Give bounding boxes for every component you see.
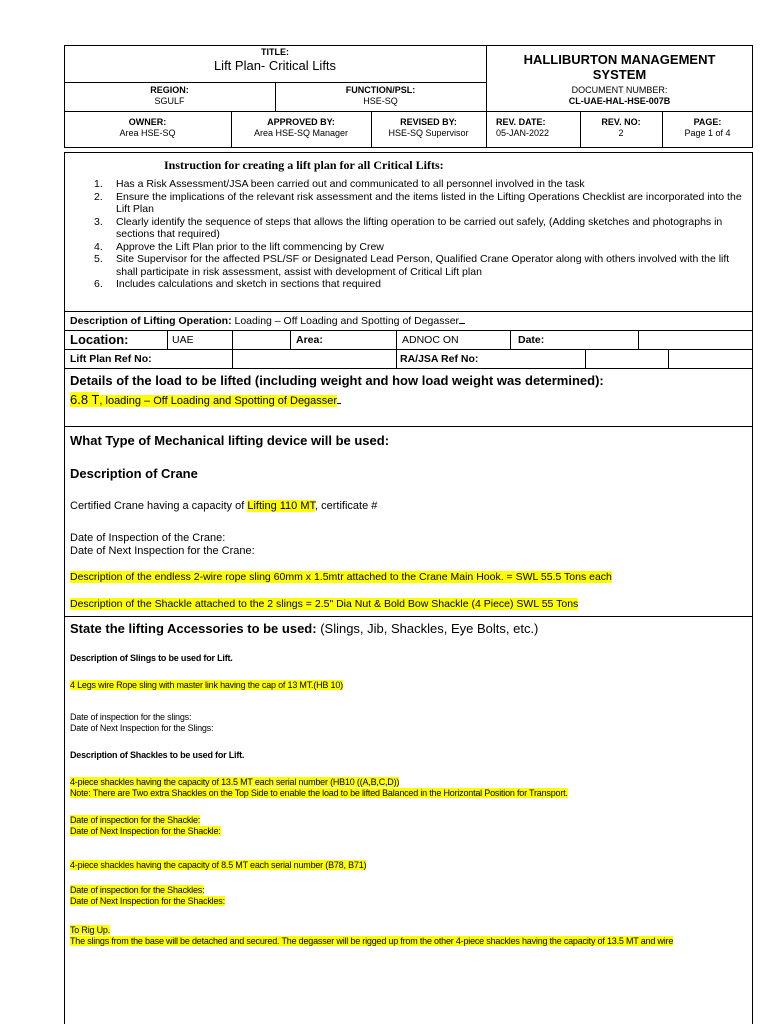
row-divider <box>64 311 753 312</box>
crane-sling-description <box>70 571 612 583</box>
form-border <box>64 152 65 1024</box>
instruction-number: 1. <box>94 178 103 190</box>
instructions-list <box>94 178 748 291</box>
document-number-label: DOCUMENT NUMBER: <box>571 85 668 95</box>
area-value: ADNOC ON <box>402 334 459 346</box>
instruction-text: Approve the Lift Plan prior to the lift commencing by Crew <box>116 240 384 253</box>
instruction-item <box>94 191 748 216</box>
rev-date-label: REV. DATE: <box>496 117 546 127</box>
function-label: FUNCTION/PSL: <box>345 85 416 95</box>
region-value: SGULF <box>154 96 185 106</box>
row-divider <box>64 368 753 369</box>
load-details <box>70 392 341 407</box>
page-cell <box>662 117 753 139</box>
slings-inspection <box>70 712 213 734</box>
date-label: Date: <box>518 334 545 346</box>
approved-value: Area HSE-SQ Manager <box>253 128 349 138</box>
instruction-number: 5. <box>94 253 103 265</box>
shackles-note: Note: There are Two extra Shackles on the Top Side to enable the load to be lifted Balanced in the Horizontal Position for Transport. <box>70 788 568 798</box>
crane-cert-prefix: Certified Crane having a capacity of <box>70 500 248 512</box>
instruction-text: Has a Risk Assessment/JSA been carried out and communicated to all personnel involved in the task <box>116 178 585 190</box>
shackles-description <box>70 777 568 799</box>
rev-date-cell <box>496 117 580 139</box>
crane-heading: Description of Crane <box>70 466 198 481</box>
revised-label: REVISED BY: <box>400 117 457 127</box>
device-heading: What Type of Mechanical lifting device will be used: <box>70 433 390 448</box>
area-label: Area: <box>296 334 323 346</box>
accessories-heading-bold: State the lifting Accessories to be used: <box>70 621 317 636</box>
instruction-item <box>94 216 748 241</box>
rev-no-value: 2 <box>618 128 624 138</box>
shackle-next-inspection: Date of Next Inspection for the Shackle: <box>70 826 221 836</box>
rev-no-cell <box>580 117 662 139</box>
instructions-heading: Instruction for creating a lift plan for all Critical Lifts: <box>164 158 444 172</box>
owner-label: OWNER: <box>128 117 167 127</box>
document-number-cell <box>486 85 753 107</box>
row-divider <box>64 349 753 350</box>
crane-cert-suffix: , certificate # <box>315 500 378 512</box>
cell-divider <box>396 330 397 368</box>
instruction-number: 6. <box>94 278 103 290</box>
rev-no-label: REV. NO: <box>601 117 641 127</box>
lifting-operation-value: Loading – Off Loading and Spotting of Degasser <box>234 315 460 327</box>
instruction-item <box>94 241 748 254</box>
shackle-inspection-date: Date of inspection for the Shackle: <box>70 815 201 825</box>
owner-cell <box>64 117 231 139</box>
approved-label: APPROVED BY: <box>267 117 335 127</box>
instruction-text: Site Supervisor for the affected PSL/SF or Designated Lead Person, Qualified Crane Operator along with others involved with the lift shall participate in risk assessment, assist with development of Critical Lift plan <box>116 253 730 278</box>
shackle-inspection <box>70 815 221 837</box>
crane-next-inspection: Date of Next Inspection for the Crane: <box>70 545 255 557</box>
cell-divider <box>585 349 586 368</box>
instruction-item <box>94 253 748 278</box>
revised-value: HSE-SQ Supervisor <box>388 128 469 138</box>
shackles-description-2 <box>70 860 366 870</box>
cell-divider <box>232 330 233 368</box>
region-cell <box>64 85 275 107</box>
rig-up-section <box>70 925 750 947</box>
instruction-text: Ensure the implications of the relevant risk assessment and the items listed in the Lifting Operations Checklist are incorporated into the Lift Plan <box>116 190 742 215</box>
crane-inspection-date: Date of Inspection of the Crane: <box>70 532 226 544</box>
instruction-text: Includes calculations and sketch in sections that required <box>116 278 381 290</box>
function-value: HSE-SQ <box>363 96 398 106</box>
instruction-number: 4. <box>94 240 103 253</box>
title-label: TITLE: <box>261 47 289 57</box>
slings-next-inspection: Date of Next Inspection for the Slings: <box>70 723 214 733</box>
crane-shackle-description <box>70 598 578 610</box>
owner-value: Area HSE-SQ <box>119 128 176 138</box>
location-value: UAE <box>172 334 194 346</box>
page-label: PAGE: <box>693 117 722 127</box>
shackles-heading: Description of Shackles to be used for Lift. <box>70 750 245 760</box>
slings-description <box>70 680 343 690</box>
load-description: , loading – Off Loading and Spotting of Degasser <box>99 395 338 407</box>
accessories-heading-rest: (Slings, Jib, Shackles, Eye Bolts, etc.) <box>316 621 539 636</box>
doc-title: Lift Plan- Critical Lifts <box>213 58 337 73</box>
crane-sling-text: Description of the endless 2-wire rope sling 60mm x 1.5mtr attached to the Crane Main Hook. = SWL 55.5 Tons each <box>70 571 612 583</box>
shackles-inspection-2 <box>70 885 225 907</box>
cell-divider <box>167 330 168 349</box>
cell-divider <box>290 330 291 349</box>
shackles-inspection-2-date: Date of inspection for the Shackles: <box>70 885 205 895</box>
underline-mark <box>337 403 341 404</box>
header-divider <box>64 111 753 112</box>
lifting-operation-label: Description of Lifting Operation: <box>70 315 232 327</box>
rev-date-value: 05-JAN-2022 <box>496 128 550 138</box>
form-border <box>64 152 753 153</box>
slings-description-text: 4 Legs wire Rope sling with master link having the cap of 13 MT.(HB 10) <box>70 680 343 690</box>
shackles-next-inspection-2: Date of Next Inspection for the Shackles: <box>70 896 225 906</box>
crane-inspection <box>70 532 255 558</box>
crane-shackle-text: Description of the Shackle attached to the 2 slings = 2.5" Dia Nut & Bold Bow Shackle (4 Piece) SWL 55 Tons <box>70 598 579 610</box>
region-label: REGION: <box>150 85 189 95</box>
crane-capacity: Lifting 110 MT <box>247 500 315 512</box>
load-heading: Details of the load to be lifted (including weight and how load weight was determined): <box>70 373 604 388</box>
system-name-line1: HALLIBURTON MANAGEMENT <box>523 52 716 67</box>
cell-divider <box>638 330 639 349</box>
instruction-number: 3. <box>94 215 103 228</box>
underline-mark <box>459 323 465 324</box>
slings-inspection-date: Date of inspection for the slings: <box>70 712 192 722</box>
page-value: Page 1 of 4 <box>684 128 731 138</box>
location-label: Location: <box>70 332 129 347</box>
row-divider <box>64 426 753 427</box>
form-border <box>752 152 753 1024</box>
cell-divider <box>510 330 511 349</box>
rig-up-text: The slings from the base will be detached and secured. The degasser will be rigged up from the other 4-piece shackles having the capacity of 13.5 MT and wire <box>70 936 674 946</box>
title-cell <box>64 47 486 74</box>
ra-jsa-ref-label: RA/JSA Ref No: <box>400 353 479 365</box>
function-cell <box>275 85 486 107</box>
revised-cell <box>371 117 486 139</box>
shackles-description-text: 4-piece shackles having the capacity of 13.5 MT each serial number (HB10 ((A,B,C,D)) <box>70 777 400 787</box>
instruction-text: Clearly identify the sequence of steps that allows the lifting operation to be carried out safely, (Adding sketches and photographs in sections that required) <box>116 215 723 240</box>
crane-certificate <box>70 500 377 512</box>
cell-divider <box>668 349 669 368</box>
approved-cell <box>231 117 371 139</box>
system-name <box>486 52 753 82</box>
slings-heading: Description of Slings to be used for Lift. <box>70 653 233 663</box>
shackles-description-2-text: 4-piece shackles having the capacity of 8.5 MT each serial number (B78, B71) <box>70 860 367 870</box>
row-divider <box>64 616 753 617</box>
load-weight: 6.8 T <box>70 392 100 407</box>
instruction-item <box>94 178 748 191</box>
document-number-value: CL-UAE-HAL-HSE-007B <box>568 96 671 106</box>
system-name-line2: SYSTEM <box>592 67 647 82</box>
lifting-operation-row <box>70 315 465 327</box>
instruction-number: 2. <box>94 190 103 203</box>
accessories-heading <box>70 621 538 636</box>
rig-up-heading: To Rig Up. <box>70 925 111 935</box>
lift-plan-ref-label: Lift Plan Ref No: <box>70 353 152 365</box>
instruction-item <box>94 278 748 291</box>
